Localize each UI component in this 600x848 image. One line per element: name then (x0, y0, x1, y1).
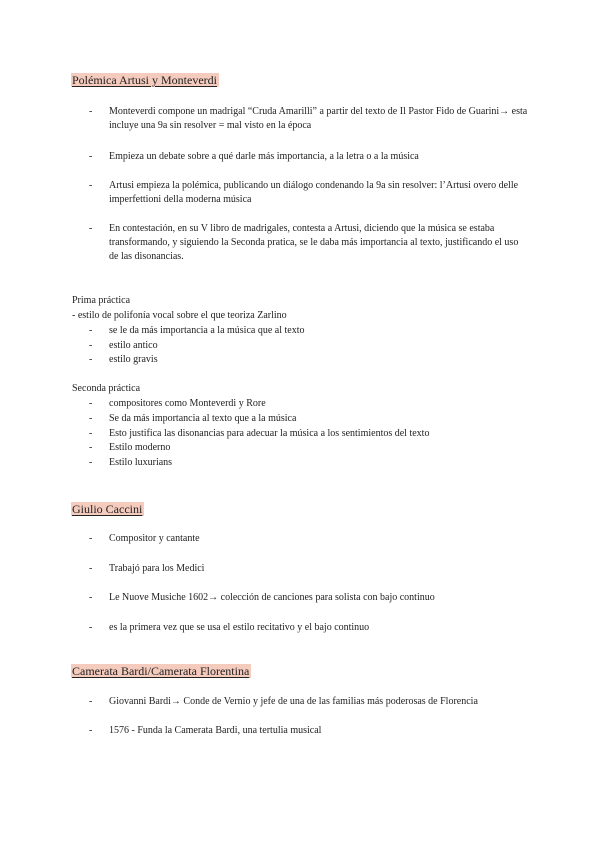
list-item-text: 1576 - Funda la Camerata Bardi, una tertulia musical (109, 725, 322, 736)
list-item-text: Monteverdi compone un madrigal “Cruda Amarilli” a partir del texto de Il Pastor Fido de Guarini→ esta incluye una 9a sin resolver = mal visto en la época (109, 106, 528, 131)
bullet-dash: - (89, 696, 93, 707)
bullet-dash: - (89, 398, 93, 409)
bullet-dash: - (89, 442, 93, 453)
list-item-text: En contestación, en su V libro de madrigales, contesta a Artusi, diciendo que la música se estaba transformando, y siguiendo la Seconda pratica, se le daba más importancia al texto, justificando el uso de las disonancias. (109, 223, 519, 262)
bullet-dash: - (89, 180, 93, 191)
heading-caccini: Giulio Caccini (72, 502, 143, 516)
bullet-dash: - (89, 340, 93, 351)
bullet-dash: - (89, 428, 93, 439)
list-item-text: compositores como Monteverdi y Rore (109, 398, 266, 409)
heading-camerata: Camerata Bardi/Camerata Florentina (72, 664, 250, 678)
heading-polemica: Polémica Artusi y Monteverdi (72, 73, 217, 87)
seconda-title: Seconda práctica (72, 383, 141, 394)
bullet-dash: - (89, 223, 93, 234)
list-item-text: Giovanni Bardi→ Conde de Vernio y jefe de una de las familias más poderosas de Florencia (109, 696, 478, 707)
bullet-dash: - (89, 563, 93, 574)
list-item-text: Estilo moderno (109, 442, 171, 453)
list-item-text: Trabajó para los Medici (109, 563, 205, 574)
bullet-dash: - (89, 325, 93, 336)
bullet-dash: - (89, 725, 93, 736)
list-item-text: Le Nuove Musiche 1602→ colección de canciones para solista con bajo continuo (109, 592, 435, 603)
list-item-text: Compositor y cantante (109, 533, 200, 544)
list-item-text: Estilo luxurians (109, 457, 173, 468)
bullet-dash: - (89, 592, 93, 603)
list-item-text: estilo gravis (109, 354, 158, 365)
bullet-dash: - (89, 622, 93, 633)
list-item-text: es la primera vez que se usa el estilo recitativo y el bajo continuo (109, 622, 370, 633)
bullet-dash: - (89, 106, 93, 117)
bullet-dash: - (89, 533, 93, 544)
list-item-text: Esto justifica las disonancias para adecuar la música a los sentimientos del texto (109, 428, 430, 439)
list-item-text: estilo antico (109, 340, 158, 351)
list-item-text: Empieza un debate sobre a qué darle más importancia, a la letra o a la música (109, 151, 419, 162)
list-item-text: se le da más importancia a la música que al texto (109, 325, 305, 336)
prima-intro: - estilo de polifonía vocal sobre el que teoriza Zarlino (72, 310, 287, 321)
list-item-text: Artusi empieza la polémica, publicando un diálogo condenando la 9a sin resolver: l’Artusi overo delle imperfettioni della moderna música (109, 180, 519, 205)
bullet-dash: - (89, 354, 93, 365)
prima-title: Prima práctica (72, 295, 131, 306)
bullet-dash: - (89, 413, 93, 424)
bullet-dash: - (89, 151, 93, 162)
list-item-text: Se da más importancia al texto que a la música (109, 413, 297, 424)
bullet-dash: - (89, 457, 93, 468)
